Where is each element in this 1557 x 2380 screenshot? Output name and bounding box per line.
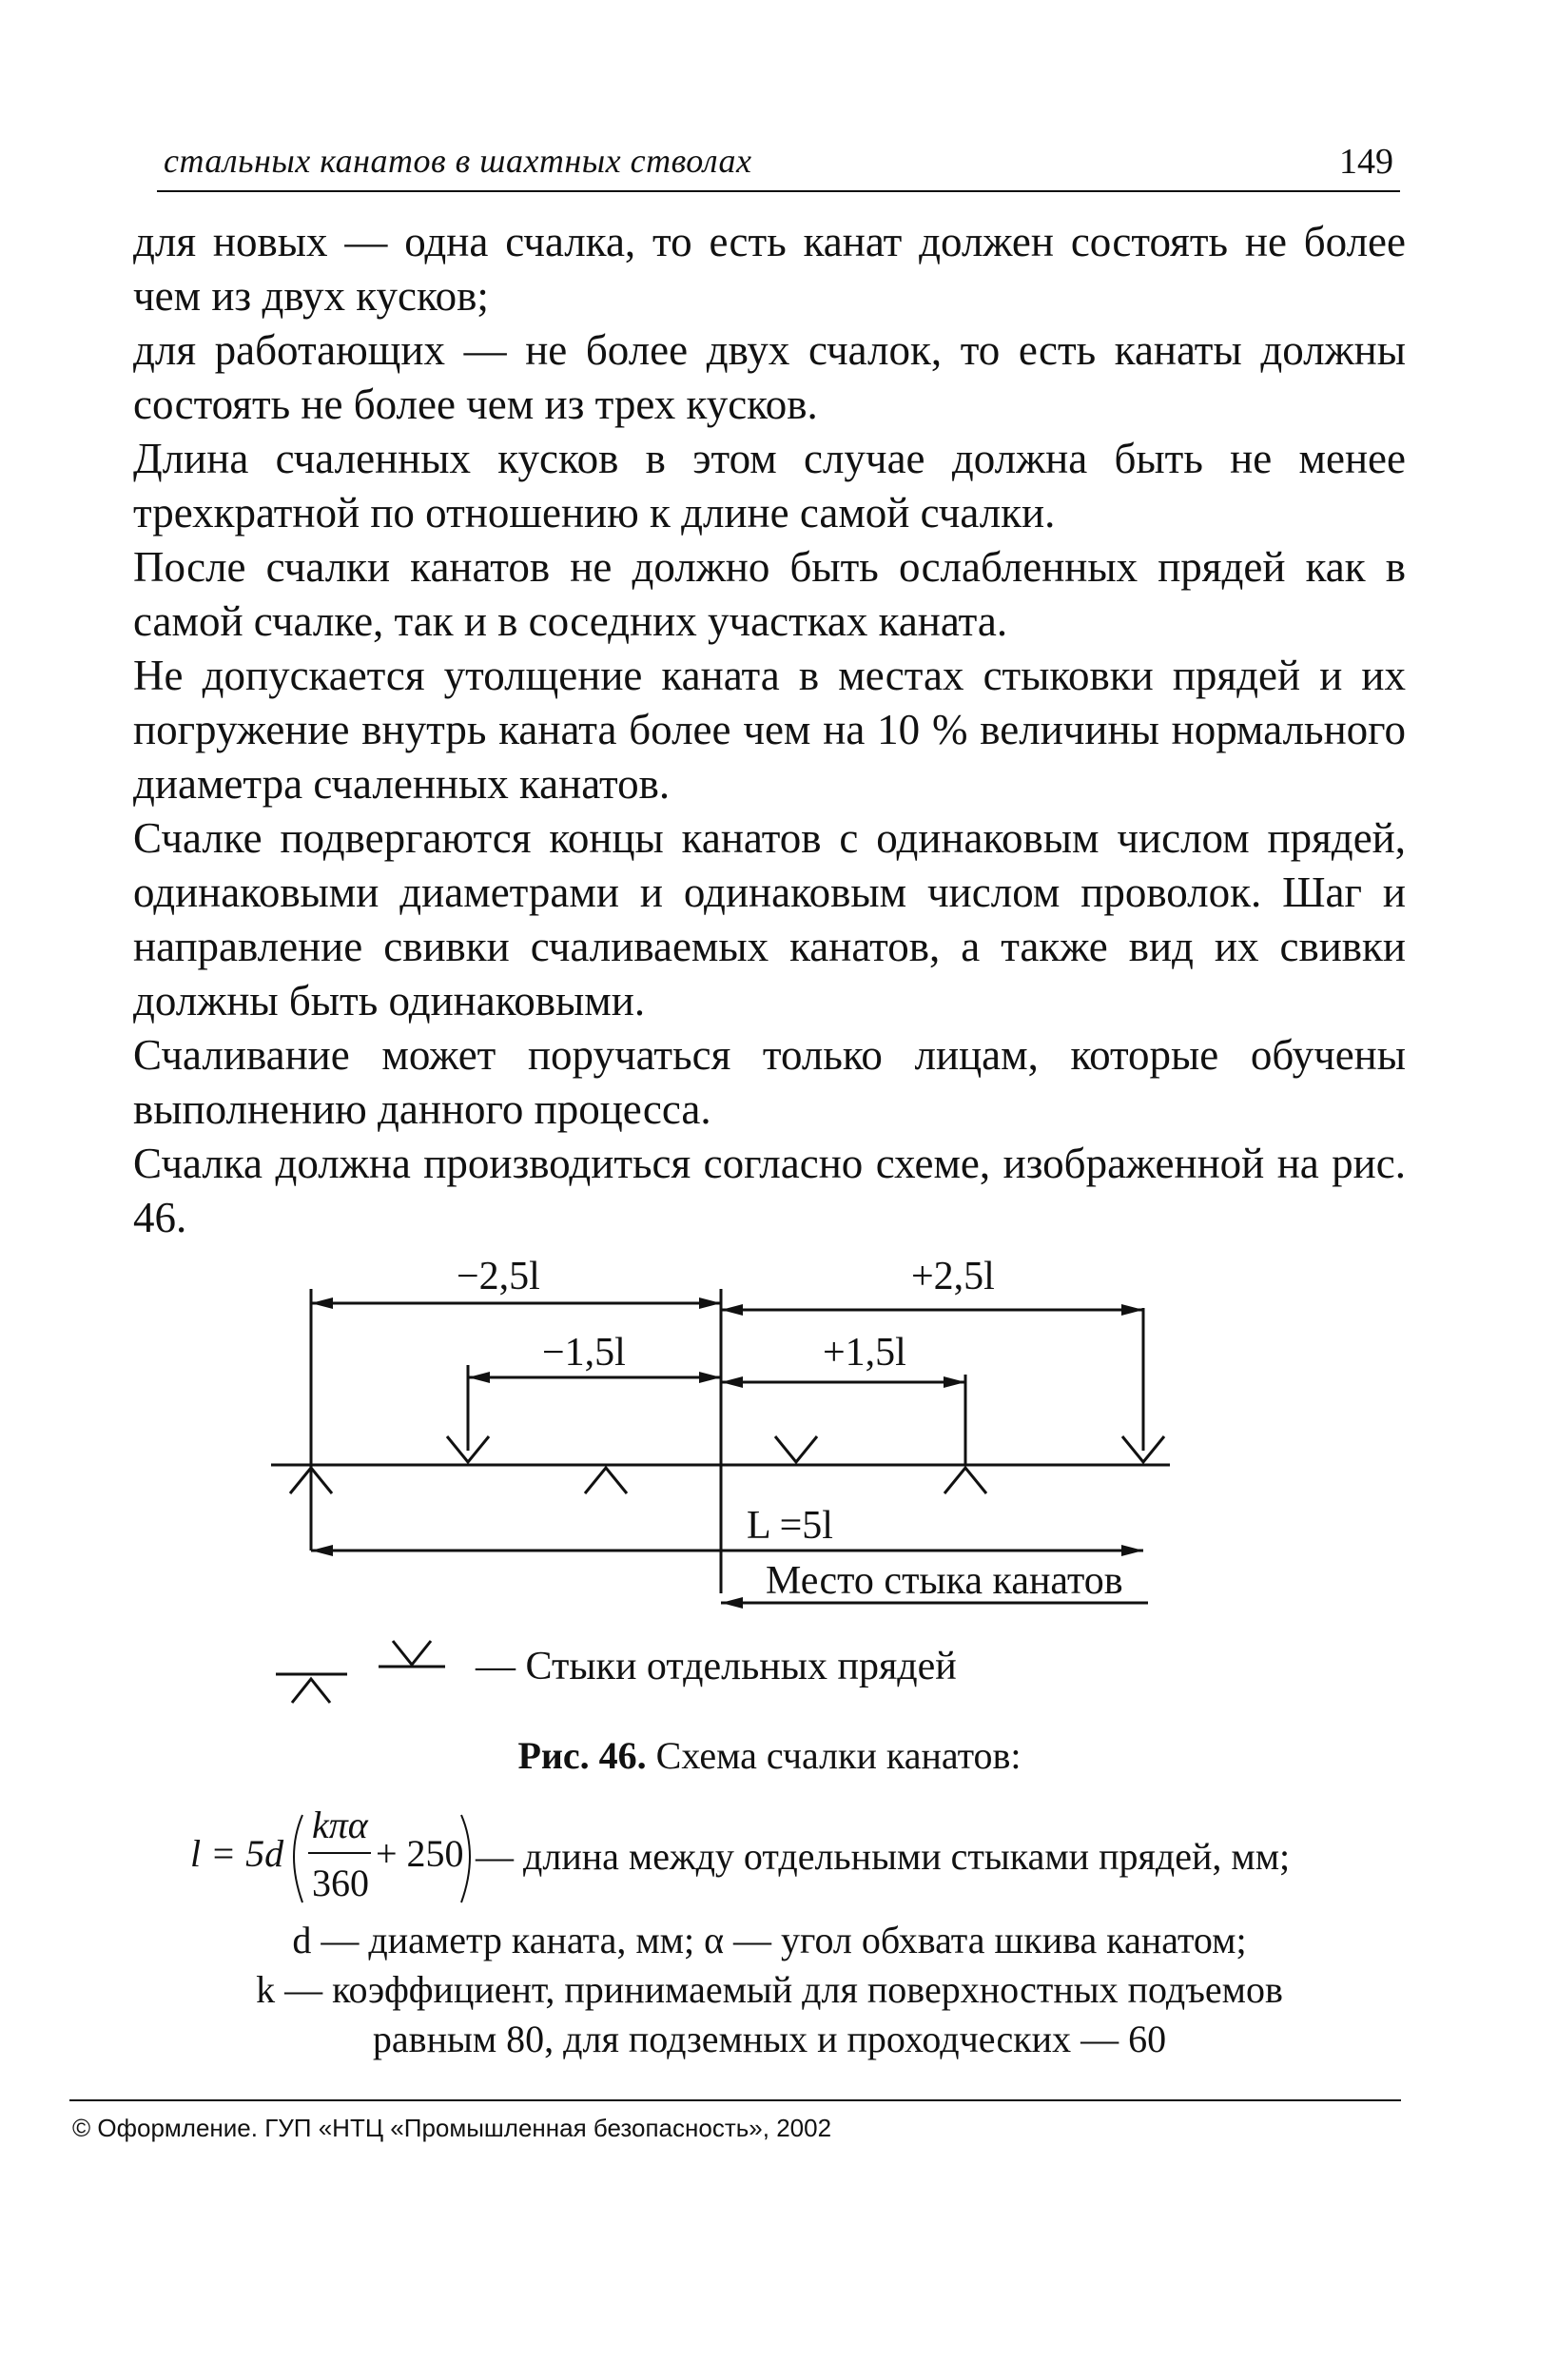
arrow-li-left bbox=[468, 1372, 490, 1383]
dim-label-total: L =5l bbox=[747, 1504, 833, 1548]
formula-description: — длина между отдельными стыками прядей, мм; bbox=[476, 1835, 1291, 1878]
paragraph-8: Счалка должна производиться согласно схеме, изображенной на рис. 46. bbox=[133, 1140, 1406, 1241]
paragraph-2: для работающих — не более двух счалок, то есть канаты должны состоять не более чем из трех кусков. bbox=[133, 326, 1406, 428]
formula-left-paren bbox=[294, 1815, 302, 1902]
strand-joint-inv-3 bbox=[944, 1468, 986, 1493]
arrow-joint bbox=[721, 1597, 743, 1609]
formula-numerator: kπα bbox=[312, 1804, 368, 1846]
arrow-ro-right bbox=[1121, 1304, 1143, 1316]
page-number: 149 bbox=[1339, 142, 1393, 182]
paragraph-6: Счалке подвергаются концы канатов с одинаковым числом прядей, одинаковыми диаметрами и одинаковым числом проволок. Шаг и направление свивки счаливаемых канатов, а также вид их свивки должны быть одинаковыми. bbox=[133, 814, 1406, 1024]
joint-label: Место стыка канатов bbox=[766, 1559, 1123, 1603]
dim-label-left-outer: −2,5l bbox=[457, 1260, 540, 1298]
arrow-lo-left bbox=[311, 1297, 333, 1309]
paragraph-1: для новых — одна счалка, то есть канат должен состоять не более чем из двух кусков; bbox=[133, 218, 1406, 320]
formula-lhs: l = 5d bbox=[190, 1832, 284, 1875]
strand-joint-inv-2 bbox=[585, 1468, 627, 1493]
splice-diagram-svg bbox=[257, 1260, 1303, 1707]
dim-label-right-inner: +1,5l bbox=[823, 1331, 906, 1375]
header-rule bbox=[157, 190, 1400, 192]
paragraph-3: Длина счаленных кусков в этом случае должна быть не менее трехкратной по отношению к длине самой счалки. bbox=[133, 435, 1406, 536]
arrow-ri-left bbox=[721, 1376, 743, 1388]
dim-label-right-outer: +2,5l bbox=[911, 1260, 995, 1298]
paragraph-4: После счалки канатов не должно быть ослабленных прядей как в самой счалке, так и в соседних участках каната. bbox=[133, 543, 1406, 645]
legend-v-symbol bbox=[393, 1641, 431, 1665]
body-text bbox=[133, 215, 1406, 1245]
formula-denominator: 360 bbox=[312, 1862, 369, 1904]
dim-label-left-inner: −1,5l bbox=[542, 1331, 626, 1375]
legend-line-k-values: равным 80, для подземных и проходческих — 60 bbox=[372, 2018, 1167, 2060]
legend-label: — Стыки отдельных прядей bbox=[476, 1645, 957, 1688]
legend-inv-symbol bbox=[292, 1679, 330, 1703]
arrow-total-right bbox=[1121, 1545, 1143, 1556]
legend-line-d: d — диаметр каната, мм; α — угол обхвата шкива канатом; bbox=[292, 1919, 1247, 1961]
footer-rule bbox=[69, 2099, 1401, 2101]
figure-caption-label: Рис. 46. bbox=[517, 1734, 647, 1777]
formula-addend: + 250 bbox=[376, 1832, 464, 1875]
arrow-lo-right bbox=[699, 1297, 721, 1309]
arrow-ri-right bbox=[944, 1376, 965, 1388]
formula-row bbox=[190, 1798, 1408, 1912]
paragraph-7: Счаливание может поручаться только лицам, которые обучены выполнению данного процесса. bbox=[133, 1031, 1406, 1133]
formula-svg bbox=[190, 1798, 476, 1912]
strand-joint-v-2 bbox=[775, 1436, 817, 1462]
legend-line-k: k — коэффициент, принимаемый для поверхностных подъемов bbox=[256, 1968, 1283, 2011]
arrow-li-right bbox=[699, 1372, 721, 1383]
figure-caption-text: Схема счалки канатов: bbox=[655, 1734, 1022, 1777]
splice-diagram bbox=[257, 1260, 1303, 1707]
copyright-footer: © Оформление. ГУП «НТЦ «Промышленная безопасность», 2002 bbox=[72, 2114, 832, 2142]
arrow-ro-left bbox=[721, 1304, 743, 1316]
figure-caption bbox=[133, 1733, 1406, 1778]
running-header-title: стальных канатов в шахтных стволах bbox=[164, 142, 752, 180]
paragraph-5: Не допускается утолщение каната в местах стыковки прядей и их погружение внутрь каната более чем на 10 % величины нормального диаметра счаленных канатов. bbox=[133, 652, 1406, 808]
arrow-total-left bbox=[311, 1545, 333, 1556]
